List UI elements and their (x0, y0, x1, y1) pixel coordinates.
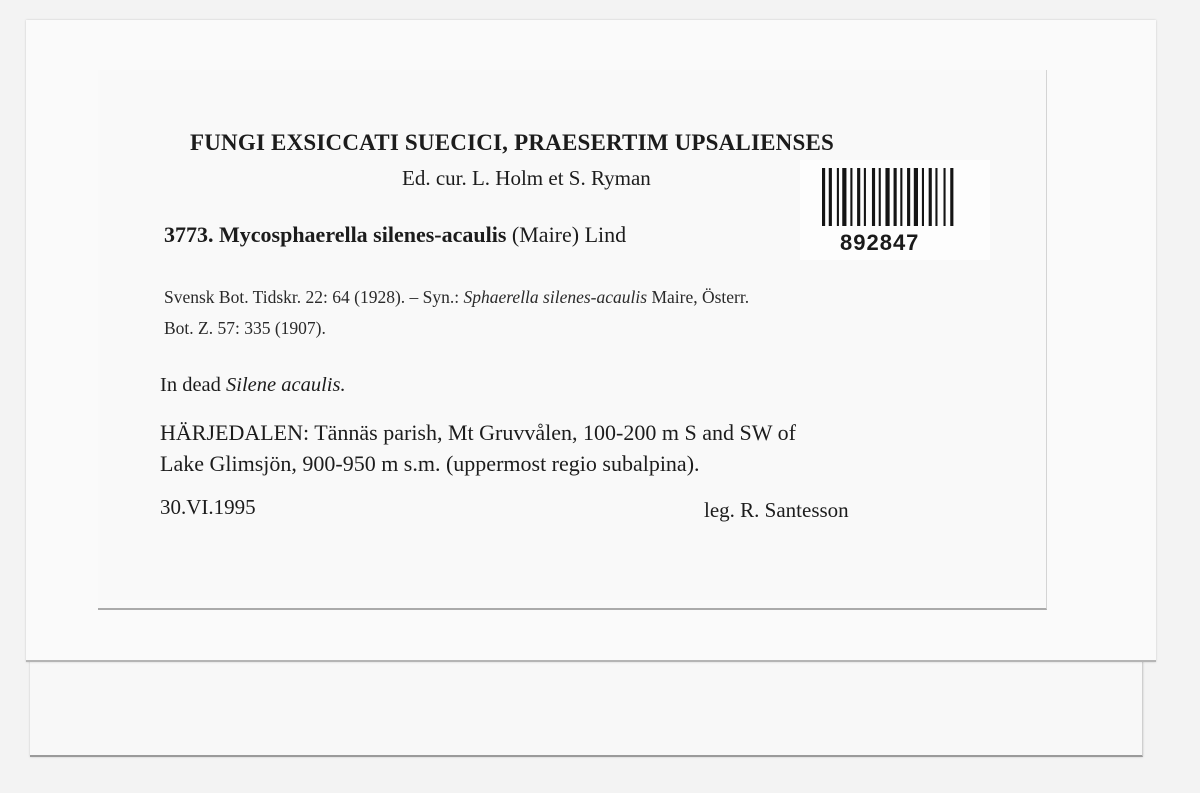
exsiccata-number: 3773. (164, 222, 214, 247)
host-name: Silene acaulis. (226, 374, 346, 396)
synonym-name: Sphaerella silenes-acaulis (463, 287, 648, 307)
barcode-bar (922, 168, 924, 226)
barcode-bar (822, 168, 825, 226)
back-card (30, 653, 1143, 757)
barcode-bar (929, 168, 932, 226)
locality-line-1: HÄRJEDALEN: Tännäs parish, Mt Gruvvålen, 100-200 m S and SW of (160, 420, 796, 445)
barcode-bar (914, 168, 918, 226)
barcode-bar (879, 168, 881, 226)
barcode-bar (837, 168, 839, 226)
species-name: Mycosphaerella silenes-acaulis (219, 222, 507, 247)
collector: leg. R. Santesson (704, 498, 849, 522)
locality-line-2: Lake Glimsjön, 900-950 m s.m. (uppermost regio subalpina). (160, 451, 700, 476)
series-title: FUNGI EXSICCATI SUECICI, PRAESERTIM UPSALIENSES (190, 130, 834, 155)
reference-line-1 (164, 289, 749, 307)
barcode-bar (829, 168, 832, 226)
reference-citation: Svensk Bot. Tidskr. 22: 64 (1928). – Syn.: (164, 287, 464, 307)
host-prefix: In dead (160, 374, 227, 396)
barcode-number: 892847 (840, 230, 920, 255)
reference-line-2: Bot. Z. 57: 335 (1907). (164, 318, 326, 338)
barcode-label (800, 160, 990, 260)
barcode-bar (872, 168, 875, 226)
species-line (164, 224, 626, 246)
collection-date: 30.VI.1995 (160, 495, 256, 519)
barcode-bar (864, 168, 866, 226)
barcode-bar (894, 168, 897, 226)
editors-line: Ed. cur. L. Holm et S. Ryman (402, 166, 651, 190)
barcode-bars (822, 168, 968, 228)
barcode-bar (842, 168, 846, 226)
barcode-bar (850, 168, 852, 226)
barcode-bar (944, 168, 946, 226)
synonym-authority: Maire, Österr. (647, 287, 750, 307)
barcode-bar (907, 168, 910, 226)
barcode-bar (950, 168, 953, 226)
barcode-bar (857, 168, 860, 226)
barcode-bar (935, 168, 937, 226)
species-authority: (Maire) Lind (511, 222, 627, 247)
barcode-bar (900, 168, 902, 226)
barcode-bar (885, 168, 889, 226)
host-line (160, 375, 346, 396)
